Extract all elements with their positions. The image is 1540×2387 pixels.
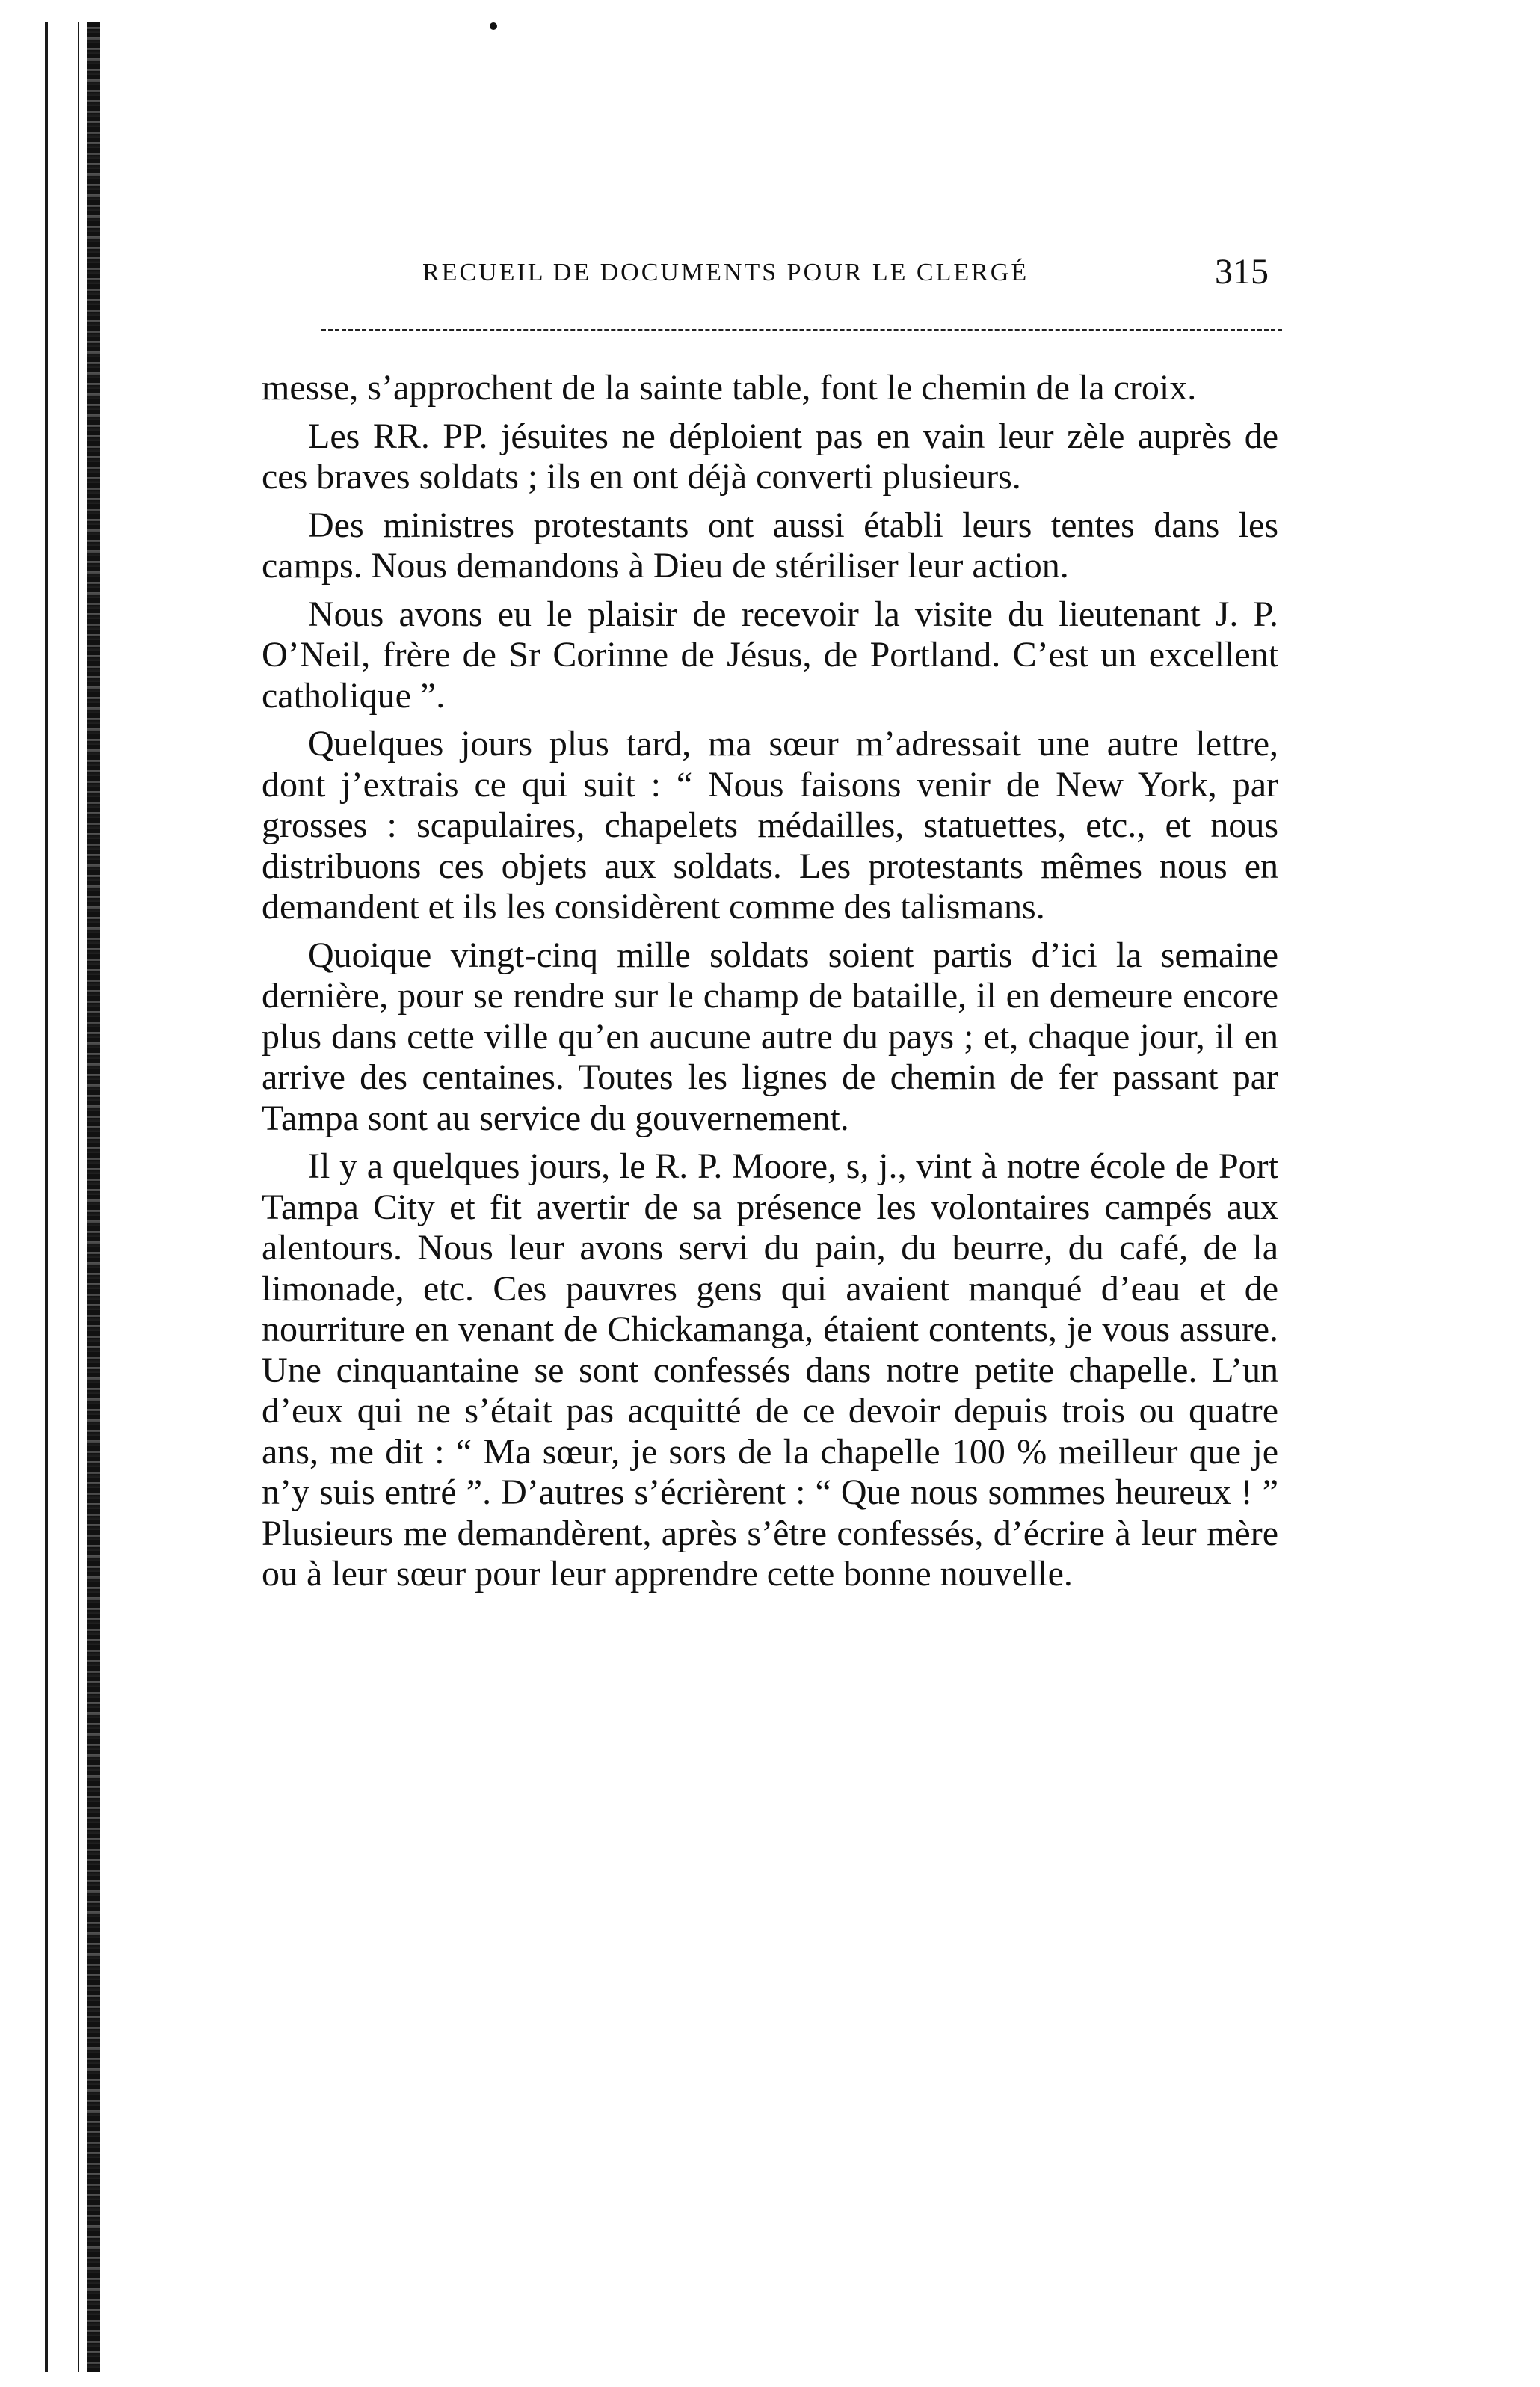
paragraph: Les RR. PP. jésuites ne déploient pas en vain leur zèle auprès de ces braves soldats ; ils en ont déjà converti plusieurs. [262, 416, 1278, 497]
paragraph: Des ministres protestants ont aussi établi leurs tentes dans les camps. Nous demandons à Dieu de stériliser leur action. [262, 505, 1278, 586]
paragraph: Il y a quelques jours, le R. P. Moore, s, j., vint à notre école de Port Tampa City et fit avertir de sa présence les volontaires campés aux alentours. Nous leur avons servi du pain, du beurre, du café, de la limonade, etc. Ces pauvres gens qui avaient manqué d’eau et de nourriture en venant de Chickamanga, étaient contents, je vous assure. Une cinquantaine se sont confessés dans notre petite chapelle. L’un d’eux qui ne s’était pas acquitté de ce devoir depuis trois ou quatre ans, me dit : “ Ma sœur, je sors de la chapelle 100 % meilleur que je n’y suis entré ”. D’autres s’écrièrent : “ Que nous sommes heureux ! ” Plusieurs me demandèrent, après s’être confessés, d’écrire à leur mère ou à leur sœur pour leur apprendre cette bonne nouvelle. [262, 1146, 1278, 1594]
body-text [262, 368, 1278, 1595]
binding-stitching [87, 22, 100, 2372]
ink-speck [490, 22, 497, 30]
header-rule [321, 329, 1282, 331]
paragraph: messe, s’approchent de la sainte table, font le chemin de la croix. [262, 368, 1197, 408]
binding-rule [45, 22, 48, 2372]
running-title: RECUEIL DE DOCUMENTS POUR LE CLERGÉ [422, 259, 1029, 286]
paragraph: Nous avons eu le plaisir de recevoir la visite du lieutenant J. P. O’Neil, frère de Sr Corinne de Jésus, de Portland. C’est un excellent catholique ”. [262, 594, 1278, 716]
binding-rule [78, 22, 79, 2372]
page-number: 315 [1215, 252, 1269, 292]
binding-edge [0, 0, 112, 2387]
paragraph: Quelques jours plus tard, ma sœur m’adressait une autre lettre, dont j’extrais ce qui suit : “ Nous faisons venir de New York, par grosses : scapulaires, chapelets médailles, statuettes, etc., et nous distribuons ces objets aux soldats. Les protestants mêmes nous en demandent et ils les considèrent comme des talismans. [262, 724, 1278, 927]
paragraph: Quoique vingt-cinq mille soldats soient partis d’ici la semaine dernière, pour se rendre sur le champ de bataille, il en demeure encore plus dans cette ville qu’en aucune autre du pays ; et, chaque jour, il en arrive des centaines. Toutes les lignes de chemin de fer passant par Tampa sont au service du gouvernement. [262, 935, 1278, 1138]
running-head [239, 253, 1271, 298]
